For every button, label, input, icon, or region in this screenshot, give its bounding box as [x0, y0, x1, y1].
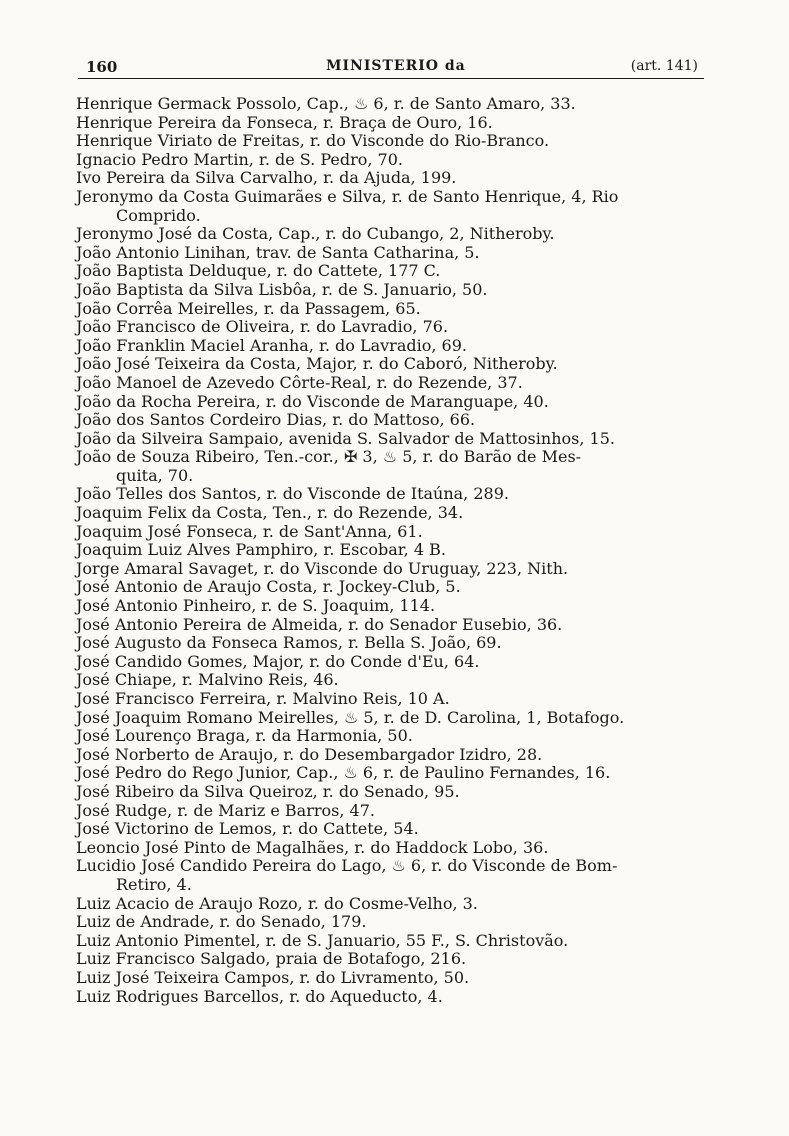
list-item [76, 783, 706, 802]
page-header [78, 56, 704, 79]
entry-text: Luiz José Teixeira Campos, r. do Livramento, 50. [76, 967, 470, 987]
entry-text: Ivo Pereira da Silva Carvalho, r. da Ajuda, 199. [76, 168, 457, 188]
list-item [76, 969, 706, 988]
entry-continuation: Retiro, 4. [116, 874, 192, 894]
entry-text: João Telles dos Santos, r. do Visconde de Itaúna, 289. [76, 484, 509, 504]
entry-text: João Baptista da Silva Lisbôa, r. de S. Januario, 50. [76, 279, 488, 299]
list-item [76, 151, 706, 170]
list-item [76, 485, 706, 504]
list-item [76, 616, 706, 635]
list-item [76, 300, 706, 319]
entry-text: João de Souza Ribeiro, Ten.-cor., ✠ 3, ♨ 5, r. do Barão de Mes- [76, 447, 582, 467]
entry-text: José Ribeiro da Silva Queiroz, r. do Senado, 95. [76, 781, 460, 801]
entry-text: Luiz Acacio de Araujo Rozo, r. do Cosme-Velho, 3. [76, 893, 478, 913]
list-item [76, 634, 706, 653]
list-item [76, 578, 706, 597]
entry-text: Luiz de Andrade, r. do Senado, 179. [76, 912, 367, 932]
list-item [76, 857, 706, 894]
entry-text: Ignacio Pedro Martin, r. de S. Pedro, 70. [76, 149, 403, 169]
entry-text: Lucidio José Candido Pereira do Lago, ♨ 6, r. do Visconde de Bom- [76, 856, 618, 876]
entry-text: José Pedro do Rego Junior, Cap., ♨ 6, r. de Paulino Fernandes, 16. [76, 763, 611, 783]
list-item [76, 114, 706, 133]
list-item [76, 895, 706, 914]
list-item [76, 560, 706, 579]
page-number: 160 [86, 58, 118, 76]
list-item [76, 988, 706, 1007]
list-item [76, 839, 706, 858]
list-item [76, 690, 706, 709]
list-item [76, 411, 706, 430]
list-item [76, 746, 706, 765]
list-item [76, 504, 706, 523]
list-item [76, 374, 706, 393]
list-item [76, 802, 706, 821]
list-item [76, 671, 706, 690]
list-item [76, 950, 706, 969]
list-item [76, 355, 706, 374]
list-item [76, 653, 706, 672]
entry-text: João dos Santos Cordeiro Dias, r. do Mattoso, 66. [76, 410, 476, 430]
entry-text: José Antonio Pereira de Almeida, r. do Senador Eusebio, 36. [76, 614, 563, 634]
entry-text: Luiz Rodrigues Barcellos, r. do Aqueducto, 4. [76, 986, 443, 1006]
entry-text: Joaquim José Fonseca, r. de Sant'Anna, 61. [76, 521, 423, 541]
entry-text: João Francisco de Oliveira, r. do Lavradio, 76. [76, 317, 449, 337]
entry-text: José Victorino de Lemos, r. do Cattete, 54. [76, 819, 419, 839]
list-item [76, 709, 706, 728]
running-title: MINISTERIO da [326, 58, 466, 74]
entry-text: Luiz Antonio Pimentel, r. de S. Januario, 55 F., S. Christovão. [76, 930, 569, 950]
list-item [76, 820, 706, 839]
entry-text: José Norberto de Araujo, r. do Desembargador Izidro, 28. [76, 744, 543, 764]
list-item [76, 188, 706, 225]
entry-text: Jorge Amaral Savaget, r. do Visconde do Uruguay, 223, Nith. [76, 558, 569, 578]
list-item [76, 225, 706, 244]
entry-text: José Rudge, r. de Mariz e Barros, 47. [76, 800, 375, 820]
list-item [76, 281, 706, 300]
list-item [76, 727, 706, 746]
entry-text: João da Rocha Pereira, r. do Visconde de Maranguape, 40. [76, 391, 549, 411]
entry-text: João Manoel de Azevedo Côrte-Real, r. do Rezende, 37. [76, 372, 523, 392]
article-reference: (art. 141) [630, 58, 698, 74]
list-item [76, 132, 706, 151]
entry-list [76, 95, 706, 1006]
entry-text: Henrique Pereira da Fonseca, r. Braça de Ouro, 16. [76, 112, 493, 132]
entry-text: João Corrêa Meirelles, r. da Passagem, 65. [76, 298, 421, 318]
entry-text: Jeronymo da Costa Guimarães e Silva, r. de Santo Henrique, 4, Rio [76, 186, 619, 206]
entry-text: Joaquim Luiz Alves Pamphiro, r. Escobar, 4 B. [76, 540, 446, 560]
entry-text: João Antonio Linihan, trav. de Santa Catharina, 5. [76, 242, 480, 262]
entry-text: João da Silveira Sampaio, avenida S. Salvador de Mattosinhos, 15. [76, 428, 615, 448]
list-item [76, 913, 706, 932]
entry-text: José Chiape, r. Malvino Reis, 46. [76, 670, 339, 690]
entry-text: João Franklin Maciel Aranha, r. do Lavradio, 69. [76, 335, 467, 355]
entry-text: Luiz Francisco Salgado, praia de Botafogo, 216. [76, 949, 467, 969]
entry-continuation: Comprido. [116, 205, 201, 225]
entry-text: José Antonio de Araujo Costa, r. Jockey-Club, 5. [76, 577, 461, 597]
list-item [76, 262, 706, 281]
list-item [76, 932, 706, 951]
entry-continuation: quita, 70. [116, 465, 194, 485]
entry-text: João José Teixeira da Costa, Major, r. do Caboró, Nitheroby. [76, 354, 558, 374]
list-item [76, 523, 706, 542]
list-item [76, 448, 706, 485]
entry-text: Jeronymo José da Costa, Cap., r. do Cubango, 2, Nitheroby. [76, 224, 555, 244]
list-item [76, 337, 706, 356]
list-item [76, 169, 706, 188]
list-item [76, 393, 706, 412]
entry-text: José Lourenço Braga, r. da Harmonia, 50. [76, 726, 413, 746]
entry-text: Joaquim Felix da Costa, Ten., r. do Rezende, 34. [76, 503, 464, 523]
entry-text: Leoncio José Pinto de Magalhães, r. do Haddock Lobo, 36. [76, 837, 549, 857]
list-item [76, 95, 706, 114]
entry-text: José Antonio Pinheiro, r. de S. Joaquim, 114. [76, 596, 436, 616]
list-item [76, 318, 706, 337]
entry-text: Henrique Germack Possolo, Cap., ♨ 6, r. de Santo Amaro, 33. [76, 94, 576, 113]
entry-text: Henrique Viriato de Freitas, r. do Visconde do Rio-Branco. [76, 131, 550, 151]
entry-text: José Francisco Ferreira, r. Malvino Reis, 10 A. [76, 689, 450, 708]
entry-text: José Candido Gomes, Major, r. do Conde d'Eu, 64. [76, 651, 480, 671]
list-item [76, 430, 706, 449]
entry-text: João Baptista Delduque, r. do Cattete, 177 C. [76, 261, 441, 281]
list-item [76, 597, 706, 616]
list-item [76, 244, 706, 263]
entry-text: José Augusto da Fonseca Ramos, r. Bella S. João, 69. [76, 633, 502, 653]
entry-text: José Joaquim Romano Meirelles, ♨ 5, r. de D. Carolina, 1, Botafogo. [76, 707, 625, 727]
list-item [76, 764, 706, 783]
list-item [76, 541, 706, 560]
